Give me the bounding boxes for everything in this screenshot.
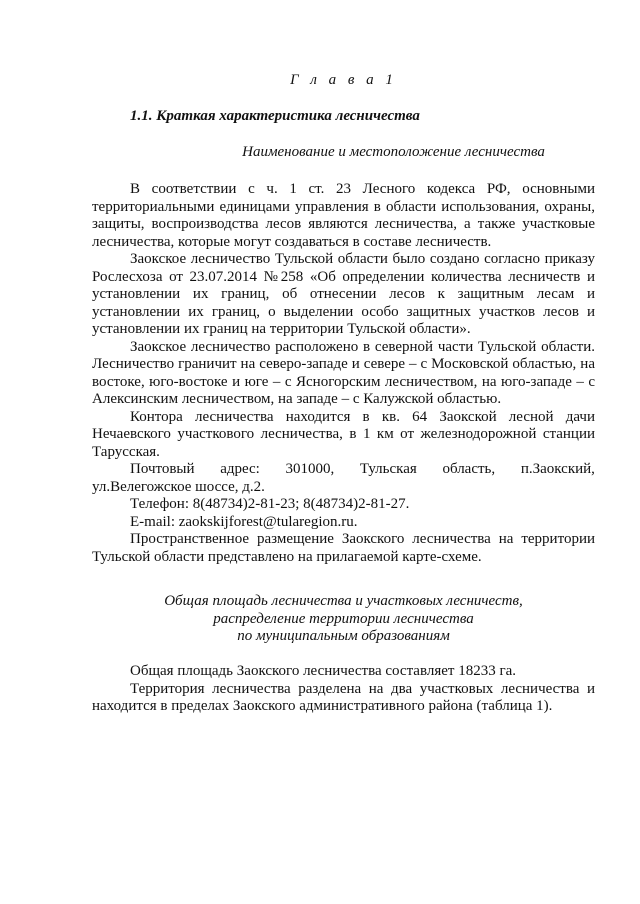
body-text-area xyxy=(92,663,595,716)
address-part: область, xyxy=(442,461,496,477)
address-part: адрес: xyxy=(220,461,260,477)
subheading-line: по муниципальным образованиям xyxy=(237,628,450,645)
paragraph-location: Заокское лесничество расположено в северной части Тульской области. Лесничество граничит на северо-западе и севере – с Московской областью, на востоке, юго-востоке и юге – с Ясногорским лесничеством, на юго-западе – с Алексинским лесничеством, на западе – с Калужской областью. xyxy=(92,338,595,407)
phone-line: Телефон: 8(48734)2-81-23; 8(48734)2-81-27. xyxy=(130,496,410,512)
address-part: 301000, xyxy=(285,461,335,477)
address-part: Тульская xyxy=(359,461,417,477)
postal-address-line xyxy=(92,461,595,479)
subheading-area-distribution xyxy=(92,593,595,646)
email-line: E-mail: zaokskijforest@tularegion.ru. xyxy=(130,513,358,530)
section-title: 1.1. Краткая характеристика лесничества xyxy=(130,108,420,124)
subheading-line: распределение территории лесничества xyxy=(213,610,474,627)
paragraph-territory-division: Территория лесничества разделена на два участковых лесничества и находится в пределах Заокского административного района (таблица 1). xyxy=(92,680,595,714)
subheading-line: Общая площадь лесничества и участковых лесничеств, xyxy=(164,593,523,609)
paragraph-creation: Заокское лесничество Тульской области было создано согласно приказу Рослесхоза от 23.07.2014 №258 «Об определении количества лесничеств и установлении их границ, об отнесении лесов к защитным лесам и установлении их границ, о выделении особо защитных участков лесов и установлении их границ на территории Тульской области». xyxy=(92,251,595,337)
paragraph-map-note: Пространственное размещение Заокского лесничества на территории Тульской области представлено на прилагаемой карте-схеме. xyxy=(92,531,595,565)
address-street: ул.Велегожское шоссе, д.2. xyxy=(92,478,265,495)
body-text-main xyxy=(92,181,595,566)
subheading-name-location: Наименование и местоположение лесничества xyxy=(242,144,545,160)
address-part: Почтовый xyxy=(130,461,195,477)
address-part: п.Заокский, xyxy=(520,461,595,477)
paragraph-legal-basis: В соответствии с ч. 1 ст. 23 Лесного кодекса РФ, основными территориальными единицами управления в области использования, охраны, защиты, воспроизводства лесов являются лесничества, а также участковые лесничества, которые могут создаваться в составе лесничеств. xyxy=(92,181,595,250)
paragraph-total-area: Общая площадь Заокского лесничества составляет 18233 га. xyxy=(130,663,517,679)
paragraph-office: Контора лесничества находится в кв. 64 Заокской лесной дачи Нечаевского участкового лесничества, в 1 км от железнодорожной станции Тарусская. xyxy=(92,408,595,460)
chapter-heading: Г л а в а 1 xyxy=(290,72,397,88)
